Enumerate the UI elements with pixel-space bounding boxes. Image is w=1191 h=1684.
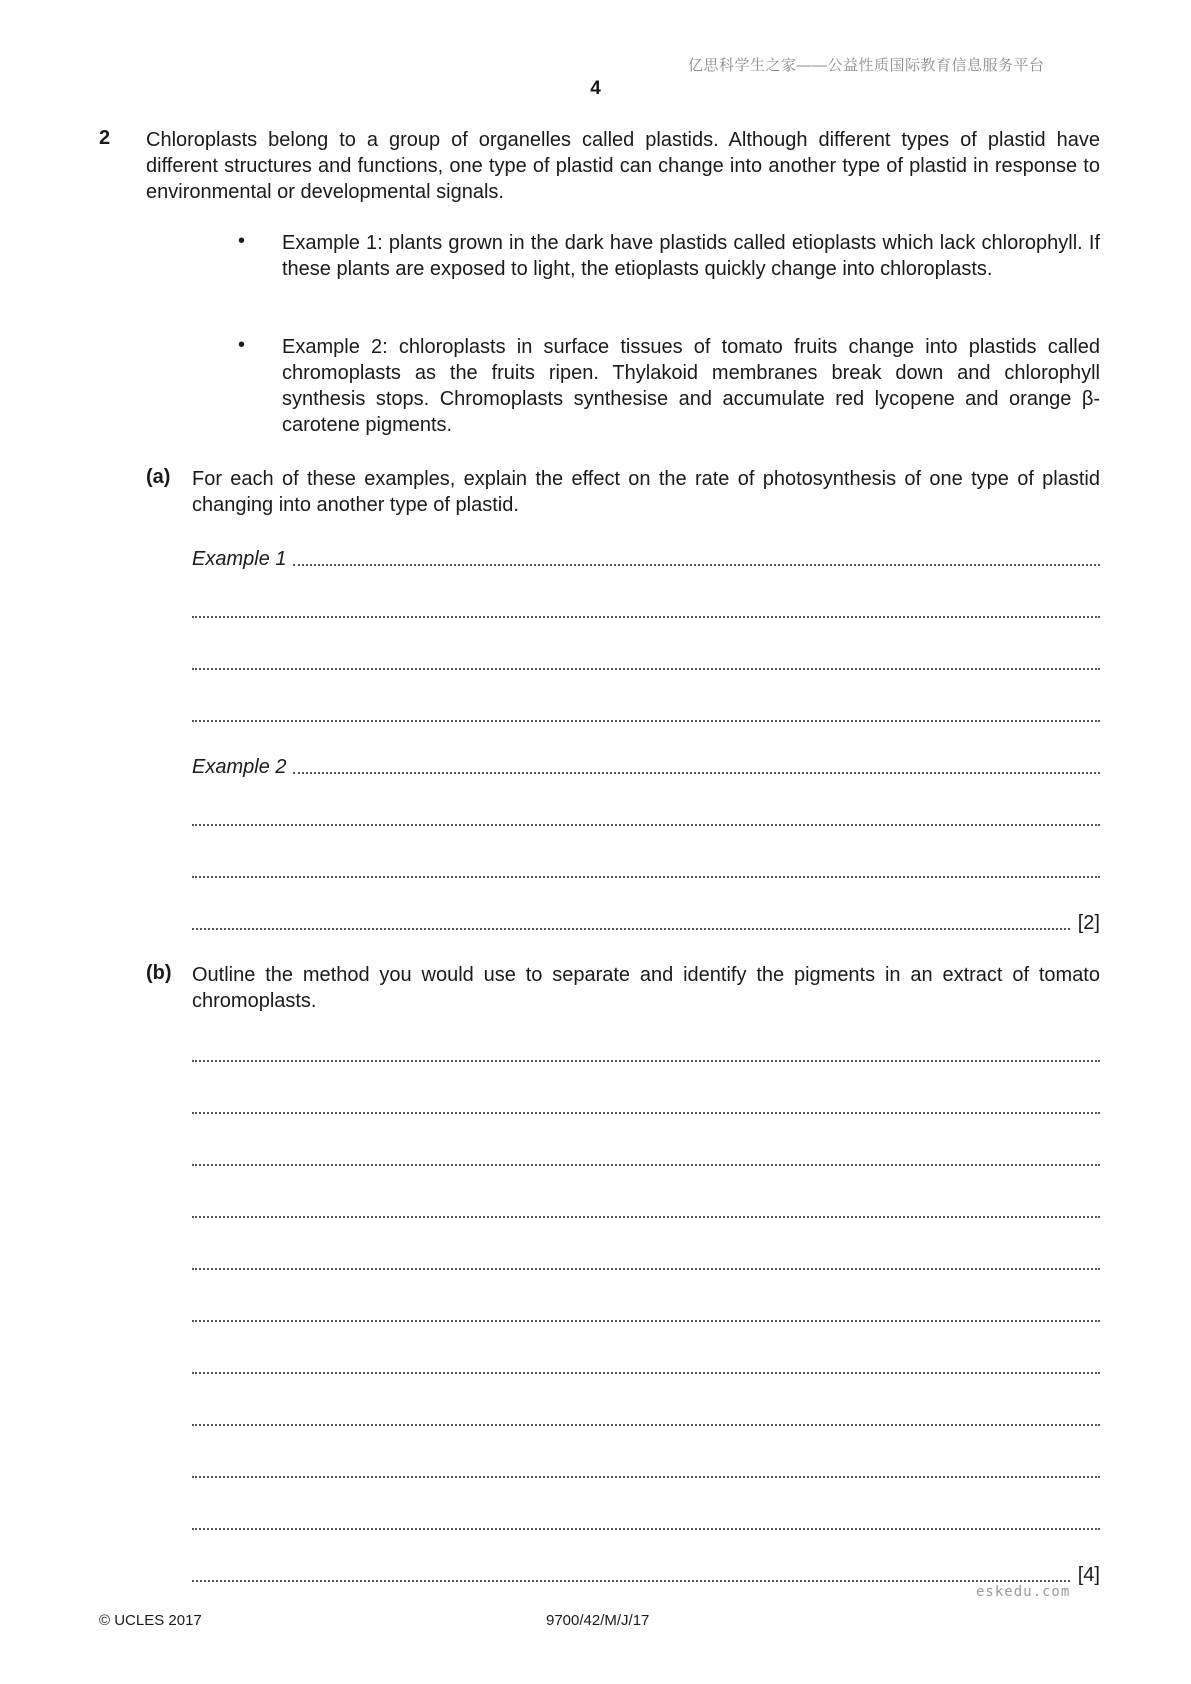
dotted-line — [192, 720, 1100, 722]
dotted-line — [192, 1476, 1100, 1478]
answer-line-a8[interactable] — [192, 909, 1100, 935]
question-number: 2 — [99, 127, 111, 149]
example-2-label: Example 2 — [192, 756, 287, 778]
marks-b: [4] — [1077, 1564, 1100, 1586]
answer-line-b11[interactable] — [192, 1561, 1100, 1587]
answer-line-b3[interactable] — [192, 1145, 1100, 1171]
footer-watermark: eskedu.com — [976, 1584, 1071, 1600]
answer-line-a3[interactable] — [192, 649, 1100, 675]
copyright: © UCLES 2017 — [99, 1612, 202, 1629]
example-2-text: Example 2: chloroplasts in surface tissues of tomato fruits change into plastids called chromoplasts as the fruits ripen. Thylakoid membranes break down and chlorophyll synthesis stops. Chromoplasts synthesise and accumulate red lycopene and orange β-carotene pigments. — [282, 336, 1100, 436]
dotted-line — [192, 1580, 1070, 1582]
answer-line-b9[interactable] — [192, 1457, 1100, 1483]
answer-line-b4[interactable] — [192, 1197, 1100, 1223]
answer-line-a2[interactable] — [192, 597, 1100, 623]
bullet-marker: • — [238, 230, 246, 252]
dotted-line — [192, 824, 1100, 826]
dotted-line — [192, 1528, 1100, 1530]
answer-line-b2[interactable] — [192, 1093, 1100, 1119]
part-b-text: Outline the method you would use to separate and identify the pigments in an extract of tomato chromoplasts. — [192, 964, 1100, 1012]
dotted-line — [192, 1372, 1100, 1374]
dotted-line — [192, 1216, 1100, 1218]
answer-line-a7[interactable] — [192, 857, 1100, 883]
dotted-line — [192, 1112, 1100, 1114]
example-1-label: Example 1 — [192, 548, 287, 570]
page-number: 4 — [590, 78, 601, 99]
marks-a: [2] — [1077, 912, 1100, 934]
part-a-text: For each of these examples, explain the effect on the rate of photosynthesis of one type of plastid changing into another type of plastid. — [192, 468, 1100, 516]
answer-line-b5[interactable] — [192, 1249, 1100, 1275]
answer-line-b10[interactable] — [192, 1509, 1100, 1535]
answer-line-b8[interactable] — [192, 1405, 1100, 1431]
dotted-line — [293, 564, 1101, 566]
example-1-text: Example 1: plants grown in the dark have plastids called etioplasts which lack chlorophyll. If these plants are exposed to light, the etioplasts quickly change into chloroplasts. — [282, 232, 1100, 280]
dotted-line — [192, 1164, 1100, 1166]
dotted-line — [192, 876, 1100, 878]
part-a-label: (a) — [146, 466, 171, 488]
answer-line-b6[interactable] — [192, 1301, 1100, 1327]
bullet-marker: • — [238, 334, 246, 356]
dotted-line — [192, 668, 1100, 670]
header-watermark: 亿思科学生之家——公益性质国际教育信息服务平台 — [688, 57, 1045, 74]
dotted-line — [192, 1268, 1100, 1270]
dotted-line — [293, 772, 1101, 774]
dotted-line — [192, 1424, 1100, 1426]
answer-line-a5[interactable] — [192, 753, 1100, 779]
answer-line-b1[interactable] — [192, 1041, 1100, 1067]
dotted-line — [192, 928, 1070, 930]
paper-code: 9700/42/M/J/17 — [546, 1612, 650, 1629]
dotted-line — [192, 1320, 1100, 1322]
answer-line-a1[interactable] — [192, 545, 1100, 571]
answer-line-b7[interactable] — [192, 1353, 1100, 1379]
dotted-line — [192, 1060, 1100, 1062]
answer-line-a4[interactable] — [192, 701, 1100, 727]
question-intro: Chloroplasts belong to a group of organelles called plastids. Although different types of plastid have different structures and functions, one type of plastid can change into another type of plastid in response to environmental or developmental signals. — [146, 129, 1100, 203]
answer-line-a6[interactable] — [192, 805, 1100, 831]
dotted-line — [192, 616, 1100, 618]
part-b-label: (b) — [146, 962, 172, 984]
